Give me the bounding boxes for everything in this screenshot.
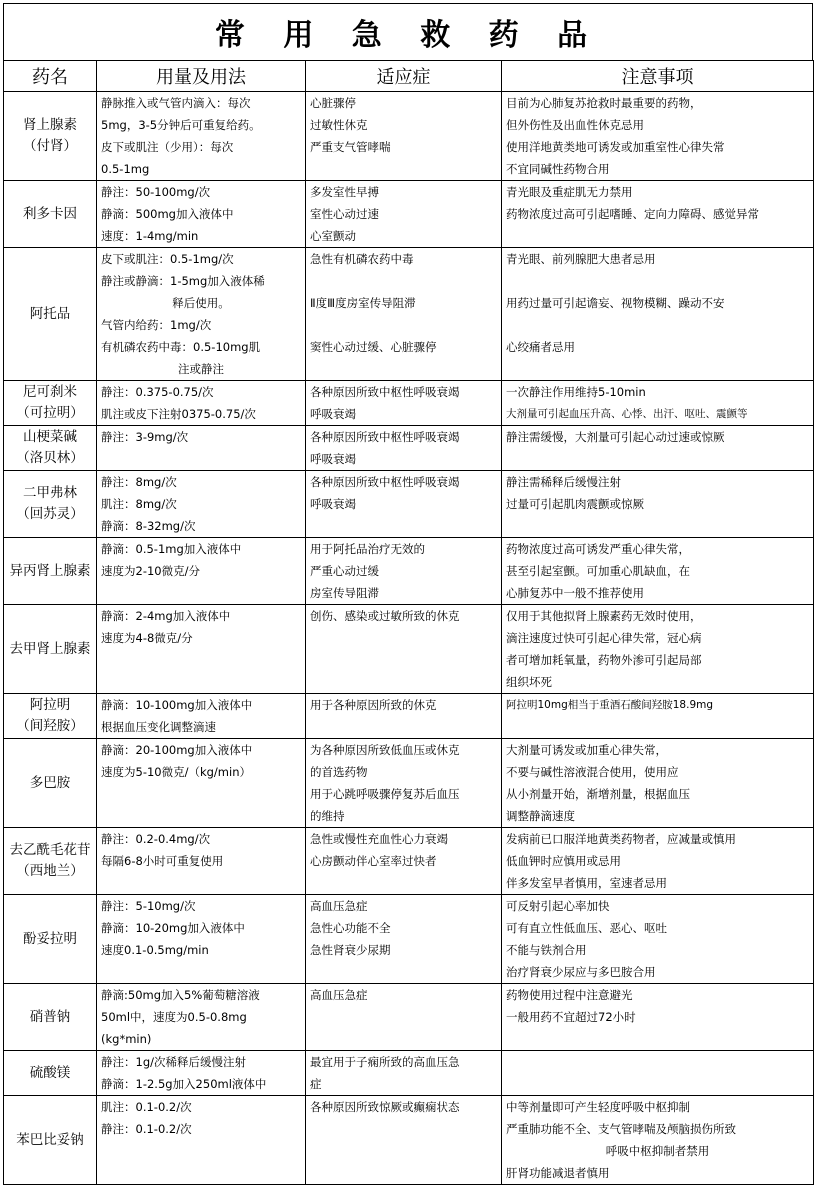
dosage-cell-line: 速度为4-8微克/分 bbox=[101, 631, 193, 645]
table-row bbox=[4, 1096, 814, 1185]
notes-cell bbox=[502, 248, 814, 381]
indication-cell-line: 过敏性休克 bbox=[310, 118, 368, 132]
drug-name: 去甲肾上腺素 bbox=[9, 640, 91, 657]
drug-name-cell bbox=[4, 739, 97, 828]
indication-cell-line: 各种原因所致中枢性呼吸衰竭 bbox=[310, 475, 460, 489]
drug-name-cell bbox=[4, 381, 97, 426]
drug-name-cell bbox=[4, 828, 97, 895]
dosage-cell-line: 静注：0.2-0.4mg/次 bbox=[101, 832, 211, 846]
notes-cell-line: 甚至引起室颤。可加重心肌缺血，在 bbox=[506, 564, 690, 578]
notes-cell-line: 低血钾时应慎用或忌用 bbox=[506, 854, 621, 868]
indication-cell-line: 室性心动过速 bbox=[310, 207, 379, 221]
drug-name: （回苏灵） bbox=[16, 506, 84, 522]
indication-cell-line: 用于各种原因所致的休克 bbox=[310, 698, 437, 712]
drug-name: 尼可刹米 bbox=[23, 384, 77, 400]
drug-name: （西地兰） bbox=[16, 863, 84, 879]
indication-cell-line: 用于心跳呼吸骤停复苏后血压 bbox=[310, 787, 460, 801]
drug-name-cell bbox=[4, 1096, 97, 1185]
notes-cell-line: 组织坏死 bbox=[506, 675, 552, 689]
dosage-cell-line: 静注：1g/次稀释后缓慢注射 bbox=[101, 1055, 246, 1069]
dosage-cell-line: 释后使用。 bbox=[172, 296, 230, 310]
indication-cell-line: 心房颤动伴心室率过快者 bbox=[310, 854, 437, 868]
notes-cell-line: 者可增加耗氧量，药物外渗可引起局部 bbox=[506, 653, 702, 667]
document-sheet bbox=[3, 3, 813, 1185]
notes-cell-line: 发病前已口服洋地黄类药物者，应减量或慎用 bbox=[506, 832, 736, 846]
drug-name: 硝普钠 bbox=[29, 1008, 71, 1025]
dosage-cell-line: 每隔6-8小时可重复使用 bbox=[101, 854, 224, 868]
indication-cell-line: 各种原因所致惊厥或癫痫状态 bbox=[310, 1100, 460, 1114]
notes-cell-line: 伴多发室早者慎用，室速者忌用 bbox=[506, 876, 667, 890]
indication-cell bbox=[306, 471, 502, 538]
indication-cell-line: 多发室性早搏 bbox=[310, 185, 379, 199]
indication-cell-line: 症 bbox=[310, 1077, 322, 1091]
notes-cell-line: 静注需缓慢，大剂量可引起心动过速或惊厥 bbox=[506, 430, 725, 444]
drug-name: 酚妥拉明 bbox=[23, 930, 77, 947]
notes-cell-line bbox=[506, 270, 809, 292]
notes-cell bbox=[502, 605, 814, 694]
indication-cell bbox=[306, 181, 502, 248]
dosage-cell-line: 静滴:50mg加入5%葡萄糖溶液 bbox=[101, 988, 260, 1002]
notes-cell-line: 大剂量可引起血压升高、心悸、出汗、呕吐、震颤等 bbox=[506, 408, 748, 420]
dosage-cell-line: 注或静注 bbox=[178, 362, 224, 376]
notes-cell-line: 不宜同碱性药物合用 bbox=[506, 162, 610, 176]
dosage-cell-line: 肌注：0.1-0.2/次 bbox=[101, 1100, 192, 1114]
notes-cell-line: 过量可引起肌肉震颤或惊厥 bbox=[506, 497, 644, 511]
drug-name: （间羟胺） bbox=[16, 718, 84, 734]
indication-cell-line: 急性肾衰少尿期 bbox=[310, 943, 391, 957]
header-indication: 适应症 bbox=[306, 61, 502, 92]
drug-name: 异丙肾上腺素 bbox=[9, 562, 91, 579]
indication-cell-line: 各种原因所致中枢性呼吸衰竭 bbox=[310, 430, 460, 444]
indication-cell-line bbox=[310, 358, 497, 380]
dosage-cell-line: 静注或静滴：1-5mg加入液体稀 bbox=[101, 274, 265, 288]
notes-cell-line: 青光眼及重症肌无力禁用 bbox=[506, 185, 633, 199]
table-row bbox=[4, 471, 814, 538]
dosage-cell-line: 静滴：20-100mg加入液体中 bbox=[101, 743, 253, 757]
drug-name: （可拉明） bbox=[16, 405, 84, 421]
dosage-cell-line: 气管内给药：1mg/次 bbox=[101, 318, 212, 332]
notes-cell-line: 一次静注作用维持5-10min bbox=[506, 385, 646, 399]
drug-name-cell bbox=[4, 538, 97, 605]
dosage-cell bbox=[97, 381, 306, 426]
drug-name-cell bbox=[4, 1051, 97, 1096]
dosage-cell bbox=[97, 984, 306, 1051]
dosage-cell-line: (kg*min) bbox=[101, 1032, 152, 1046]
dosage-cell-line: 肌注：8mg/次 bbox=[101, 497, 177, 511]
indication-cell-line: 呼吸衰竭 bbox=[310, 407, 356, 421]
indication-cell-line: 高血压急症 bbox=[310, 899, 368, 913]
notes-cell bbox=[502, 984, 814, 1051]
indication-cell-line: 急性心功能不全 bbox=[310, 921, 391, 935]
table-row bbox=[4, 828, 814, 895]
dosage-cell-line: 静脉推入或气管内滴入：每次 bbox=[101, 96, 251, 110]
notes-cell-line: 严重肺功能不全、支气管哮喘及颅脑损伤所致 bbox=[506, 1122, 736, 1136]
dosage-cell-line: 速度为5-10微克/（kg/min） bbox=[101, 765, 251, 779]
drug-name-cell bbox=[4, 248, 97, 381]
notes-cell-line: 阿拉明10mg相当于重酒石酸间羟胺18.9mg bbox=[506, 699, 714, 711]
drug-name: 山梗菜碱 bbox=[23, 429, 77, 445]
indication-cell-line: 心脏骤停 bbox=[310, 96, 356, 110]
indication-cell-line: 严重支气管哮喘 bbox=[310, 140, 391, 154]
dosage-cell-line: 皮下或肌注（少用）：每次 bbox=[101, 140, 234, 154]
dosage-cell-line: 速度：1-4mg/min bbox=[101, 229, 199, 243]
drug-name: （洛贝林） bbox=[16, 450, 84, 466]
dosage-cell bbox=[97, 248, 306, 381]
drug-name: 阿拉明 bbox=[29, 697, 71, 713]
notes-cell bbox=[502, 1051, 814, 1096]
dosage-cell bbox=[97, 1096, 306, 1185]
indication-cell-line: 窦性心动过缓、心脏骤停 bbox=[310, 340, 437, 354]
indication-cell bbox=[306, 828, 502, 895]
indication-cell bbox=[306, 426, 502, 471]
drug-name-cell bbox=[4, 181, 97, 248]
notes-cell bbox=[502, 895, 814, 984]
drug-name: 二甲弗林 bbox=[23, 485, 77, 501]
table-row bbox=[4, 248, 814, 381]
table-row bbox=[4, 739, 814, 828]
notes-cell-line: 药物浓度过高可诱发严重心律失常， bbox=[506, 542, 690, 556]
dosage-cell-line: 静滴：2-4mg加入液体中 bbox=[101, 609, 231, 623]
dosage-cell-line: 静滴：10-20mg加入液体中 bbox=[101, 921, 245, 935]
notes-cell bbox=[502, 828, 814, 895]
drug-name-cell bbox=[4, 92, 97, 181]
table-header-row bbox=[4, 61, 814, 92]
dosage-cell-line: 0.5-1mg bbox=[101, 162, 150, 176]
table-row bbox=[4, 694, 814, 739]
notes-cell-line bbox=[506, 1051, 809, 1073]
notes-cell-line: 用药过量可引起谵妄、视物模糊、躁动不安 bbox=[506, 296, 725, 310]
notes-cell-line: 肝肾功能减退者慎用 bbox=[506, 1166, 610, 1180]
notes-cell-line bbox=[506, 314, 809, 336]
indication-cell-line: Ⅱ度Ⅲ度房室传导阻滞 bbox=[310, 296, 416, 310]
indication-cell-line: 高血压急症 bbox=[310, 988, 368, 1002]
notes-cell-line: 不要与碱性溶液混合使用，使用应 bbox=[506, 765, 679, 779]
indication-cell bbox=[306, 538, 502, 605]
indication-cell bbox=[306, 92, 502, 181]
indication-cell-line: 创伤、感染或过敏所致的休克 bbox=[310, 609, 460, 623]
table-row bbox=[4, 895, 814, 984]
notes-cell bbox=[502, 694, 814, 739]
notes-cell-line: 大剂量可诱发或加重心律失常， bbox=[506, 743, 667, 757]
table-row bbox=[4, 426, 814, 471]
notes-cell bbox=[502, 739, 814, 828]
dosage-cell-line: 静滴：10-100mg加入液体中 bbox=[101, 698, 253, 712]
notes-cell-line: 呼吸中枢抑制者禁用 bbox=[605, 1144, 710, 1158]
table-row bbox=[4, 181, 814, 248]
notes-cell-line: 青光眼、前列腺肥大患者忌用 bbox=[506, 252, 656, 266]
notes-cell-line: 可反射引起心率加快 bbox=[506, 899, 610, 913]
dosage-cell-line: 5mg，3-5分钟后可重复给药。 bbox=[101, 118, 261, 132]
dosage-cell bbox=[97, 426, 306, 471]
drug-name: 硫酸镁 bbox=[29, 1064, 71, 1081]
notes-cell-line: 中等剂量即可产生轻度呼吸中枢抑制 bbox=[506, 1100, 690, 1114]
drug-name: 肾上腺素 bbox=[23, 117, 77, 133]
document-title: 常 用 急 救 药 品 bbox=[3, 3, 813, 60]
dosage-cell-line: 静注：0.375-0.75/次 bbox=[101, 385, 214, 399]
notes-cell bbox=[502, 426, 814, 471]
indication-cell bbox=[306, 248, 502, 381]
drug-name-cell bbox=[4, 895, 97, 984]
indication-cell-line: 最宜用于子痫所致的高血压急 bbox=[310, 1055, 460, 1069]
notes-cell bbox=[502, 471, 814, 538]
notes-cell-line: 使用洋地黄类地可诱发或加重室性心律失常 bbox=[506, 140, 725, 154]
dosage-cell-line: 静注：3-9mg/次 bbox=[101, 430, 189, 444]
dosage-cell bbox=[97, 739, 306, 828]
notes-cell bbox=[502, 381, 814, 426]
table-row bbox=[4, 381, 814, 426]
indication-cell bbox=[306, 694, 502, 739]
dosage-cell-line: 根据血压变化调整滴速 bbox=[101, 720, 216, 734]
notes-cell bbox=[502, 538, 814, 605]
notes-cell-line: 心绞痛者忌用 bbox=[506, 340, 575, 354]
notes-cell-line: 药物浓度过高可引起嗜睡、定向力障碍、感觉异常 bbox=[506, 207, 759, 221]
dosage-cell-line: 静滴：8-32mg/次 bbox=[101, 519, 196, 533]
indication-cell-line: 严重心动过缓 bbox=[310, 564, 379, 578]
indication-cell-line bbox=[310, 270, 497, 292]
notes-cell-line: 但外伤性及出血性休克忌用 bbox=[506, 118, 644, 132]
drug-name-cell bbox=[4, 984, 97, 1051]
notes-cell-line: 滴注速度过快可引起心律失常，冠心病 bbox=[506, 631, 702, 645]
drug-name: 去乙酰毛花苷 bbox=[9, 842, 91, 858]
notes-cell-line bbox=[506, 358, 809, 380]
drug-name: （付肾） bbox=[23, 138, 77, 154]
notes-cell-line: 不能与铁剂合用 bbox=[506, 943, 587, 957]
notes-cell bbox=[502, 92, 814, 181]
table-row bbox=[4, 538, 814, 605]
indication-cell-line: 的首选药物 bbox=[310, 765, 368, 779]
indication-cell bbox=[306, 895, 502, 984]
dosage-cell bbox=[97, 694, 306, 739]
dosage-cell bbox=[97, 895, 306, 984]
dosage-cell-line: 肌注或皮下注射0375-0.75/次 bbox=[101, 407, 256, 421]
dosage-cell bbox=[97, 181, 306, 248]
dosage-cell-line: 有机磷农药中毒：0.5-10mg肌 bbox=[101, 340, 261, 354]
dosage-cell bbox=[97, 471, 306, 538]
indication-cell bbox=[306, 1051, 502, 1096]
indication-cell-line: 用于阿托品治疗无效的 bbox=[310, 542, 425, 556]
indication-cell-line: 的维持 bbox=[310, 809, 345, 823]
drug-name: 阿托品 bbox=[29, 305, 71, 322]
notes-cell-line: 一般用药不宜超过72小时 bbox=[506, 1010, 636, 1024]
dosage-cell-line: 静注：8mg/次 bbox=[101, 475, 177, 489]
dosage-cell bbox=[97, 828, 306, 895]
table-row bbox=[4, 92, 814, 181]
indication-cell-line: 急性有机磷农药中毒 bbox=[310, 252, 414, 266]
table-row bbox=[4, 605, 814, 694]
drug-name-cell bbox=[4, 471, 97, 538]
drug-name-cell bbox=[4, 426, 97, 471]
dosage-cell-line: 静注：0.1-0.2/次 bbox=[101, 1122, 192, 1136]
header-drug-name: 药名 bbox=[4, 61, 97, 92]
notes-cell bbox=[502, 181, 814, 248]
indication-cell-line: 为各种原因所致低血压或休克 bbox=[310, 743, 460, 757]
dosage-cell-line: 50ml中，速度为0.5-0.8mg bbox=[101, 1010, 247, 1024]
dosage-cell-line: 静滴：500mg加入液体中 bbox=[101, 207, 234, 221]
table-row bbox=[4, 984, 814, 1051]
notes-cell-line: 药物使用过程中注意避光 bbox=[506, 988, 633, 1002]
dosage-cell bbox=[97, 538, 306, 605]
indication-cell-line: 呼吸衰竭 bbox=[310, 452, 356, 466]
indication-cell-line bbox=[310, 314, 497, 336]
table-row bbox=[4, 1051, 814, 1096]
notes-cell-line: 可有直立性低血压、恶心、呕吐 bbox=[506, 921, 667, 935]
dosage-cell-line: 速度为2-10微克/分 bbox=[101, 564, 200, 578]
indication-cell bbox=[306, 381, 502, 426]
indication-cell bbox=[306, 984, 502, 1051]
header-notes: 注意事项 bbox=[502, 61, 814, 92]
notes-cell-line: 从小剂量开始，渐增剂量，根据血压 bbox=[506, 787, 690, 801]
drug-name: 利多卡因 bbox=[23, 205, 77, 222]
indication-cell bbox=[306, 1096, 502, 1185]
dosage-cell-line: 静滴：0.5-1mg加入液体中 bbox=[101, 542, 242, 556]
notes-cell-line: 心肺复苏中一般不推荐使用 bbox=[506, 586, 644, 600]
header-dosage: 用量及用法 bbox=[97, 61, 306, 92]
dosage-cell-line: 静滴：1-2.5g加入250ml液体中 bbox=[101, 1077, 267, 1091]
drug-name: 苯巴比妥钠 bbox=[16, 1131, 84, 1148]
drug-name-cell bbox=[4, 694, 97, 739]
drug-name-cell bbox=[4, 605, 97, 694]
dosage-cell bbox=[97, 1051, 306, 1096]
indication-cell-line: 各种原因所致中枢性呼吸衰竭 bbox=[310, 385, 460, 399]
indication-cell bbox=[306, 605, 502, 694]
dosage-cell-line: 静注：5-10mg/次 bbox=[101, 899, 196, 913]
notes-cell-line: 静注需稀释后缓慢注射 bbox=[506, 475, 621, 489]
notes-cell-line: 目前为心肺复苏抢救时最重要的药物， bbox=[506, 96, 702, 110]
indication-cell bbox=[306, 739, 502, 828]
indication-cell-line: 心室颤动 bbox=[310, 229, 356, 243]
dosage-cell-line: 速度0.1-0.5mg/min bbox=[101, 943, 209, 957]
drug-name: 多巴胺 bbox=[29, 774, 71, 791]
notes-cell-line: 仅用于其他拟肾上腺素药无效时使用， bbox=[506, 609, 702, 623]
dosage-cell bbox=[97, 605, 306, 694]
notes-cell-line: 调整静滴速度 bbox=[506, 809, 575, 823]
dosage-cell bbox=[97, 92, 306, 181]
dosage-cell-line: 静注：50-100mg/次 bbox=[101, 185, 211, 199]
dosage-cell-line: 皮下或肌注：0.5-1mg/次 bbox=[101, 252, 234, 266]
drug-table bbox=[3, 60, 814, 1185]
indication-cell-line: 急性或慢性充血性心力衰竭 bbox=[310, 832, 448, 846]
notes-cell bbox=[502, 1096, 814, 1185]
indication-cell-line: 房室传导阻滞 bbox=[310, 586, 379, 600]
indication-cell-line: 呼吸衰竭 bbox=[310, 497, 356, 511]
notes-cell-line: 治疗肾衰少尿应与多巴胺合用 bbox=[506, 965, 656, 979]
